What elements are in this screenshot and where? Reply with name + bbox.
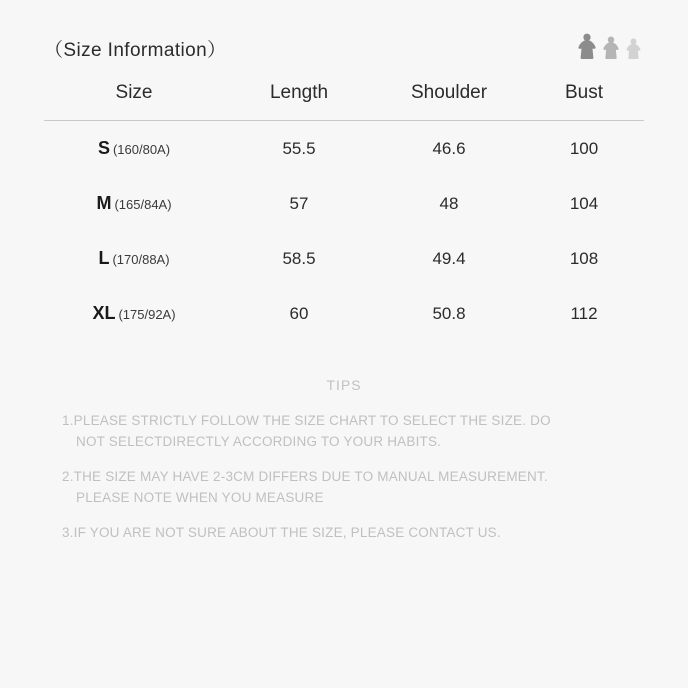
cell-bust: 104 bbox=[569, 193, 599, 213]
size-measurement: (165/84A) bbox=[114, 197, 172, 212]
size-letter: M bbox=[96, 193, 112, 213]
tip-item bbox=[62, 411, 626, 453]
size-measurement: (170/88A) bbox=[112, 252, 170, 267]
size-measurement: (175/92A) bbox=[118, 307, 176, 322]
figure-group bbox=[577, 33, 644, 64]
person-figure-dark-icon bbox=[577, 33, 597, 64]
person-figure-mid-icon bbox=[602, 36, 620, 64]
person-figure-light-icon bbox=[625, 38, 642, 64]
table-body bbox=[44, 121, 644, 342]
cell-shoulder: 46.6 bbox=[432, 138, 466, 158]
size-letter: S bbox=[97, 138, 110, 158]
tips-list bbox=[44, 411, 644, 544]
cell-length: 57 bbox=[289, 193, 309, 213]
tips-title: TIPS bbox=[326, 377, 362, 393]
tip-line-1: 2.THE SIZE MAY HAVE 2-3CM DIFFERS DUE TO MANUAL MEASUREMENT. bbox=[62, 468, 548, 484]
cell-bust: 112 bbox=[570, 303, 598, 323]
column-header-length: Length bbox=[269, 82, 329, 103]
page-header bbox=[44, 0, 644, 72]
cell-length: 60 bbox=[289, 303, 309, 323]
cell-bust: 108 bbox=[569, 248, 599, 268]
tip-item bbox=[62, 467, 626, 509]
cell-size bbox=[44, 121, 224, 177]
cell-size bbox=[44, 176, 224, 231]
cell-bust: 100 bbox=[569, 138, 599, 158]
size-measurement: (160/80A) bbox=[112, 142, 171, 157]
size-letter: XL bbox=[92, 303, 116, 323]
cell-size bbox=[44, 231, 224, 286]
size-letter: L bbox=[98, 248, 110, 268]
table-header bbox=[44, 72, 644, 121]
column-header-size: Size bbox=[115, 82, 153, 103]
tip-line-1: 3.IF YOU ARE NOT SURE ABOUT THE SIZE, PLEASE CONTACT US. bbox=[62, 524, 501, 540]
cell-length: 55.5 bbox=[282, 138, 316, 158]
tips-section bbox=[44, 377, 644, 544]
cell-length: 58.5 bbox=[282, 248, 316, 268]
tip-line-2: PLEASE NOTE WHEN YOU MEASURE bbox=[76, 489, 324, 505]
cell-size bbox=[44, 286, 224, 341]
size-chart-table bbox=[44, 72, 644, 341]
page-title: （Size Information） bbox=[44, 39, 227, 61]
tip-line-1: 1.PLEASE STRICTLY FOLLOW THE SIZE CHART TO SELECT THE SIZE. DO bbox=[62, 413, 551, 428]
column-header-shoulder: Shoulder bbox=[410, 82, 488, 103]
column-header-bust: Bust bbox=[564, 82, 604, 103]
table-row bbox=[44, 121, 644, 177]
table-header-row bbox=[44, 72, 644, 121]
table-row bbox=[44, 176, 644, 231]
cell-shoulder: 49.4 bbox=[432, 248, 466, 268]
tip-line-2: NOT SELECTDIRECTLY ACCORDING TO YOUR HABITS. bbox=[76, 433, 442, 449]
cell-shoulder: 48 bbox=[439, 193, 459, 213]
table-row bbox=[44, 231, 644, 286]
table-row bbox=[44, 286, 644, 341]
cell-shoulder: 50.8 bbox=[432, 303, 466, 323]
tip-item bbox=[62, 523, 626, 544]
